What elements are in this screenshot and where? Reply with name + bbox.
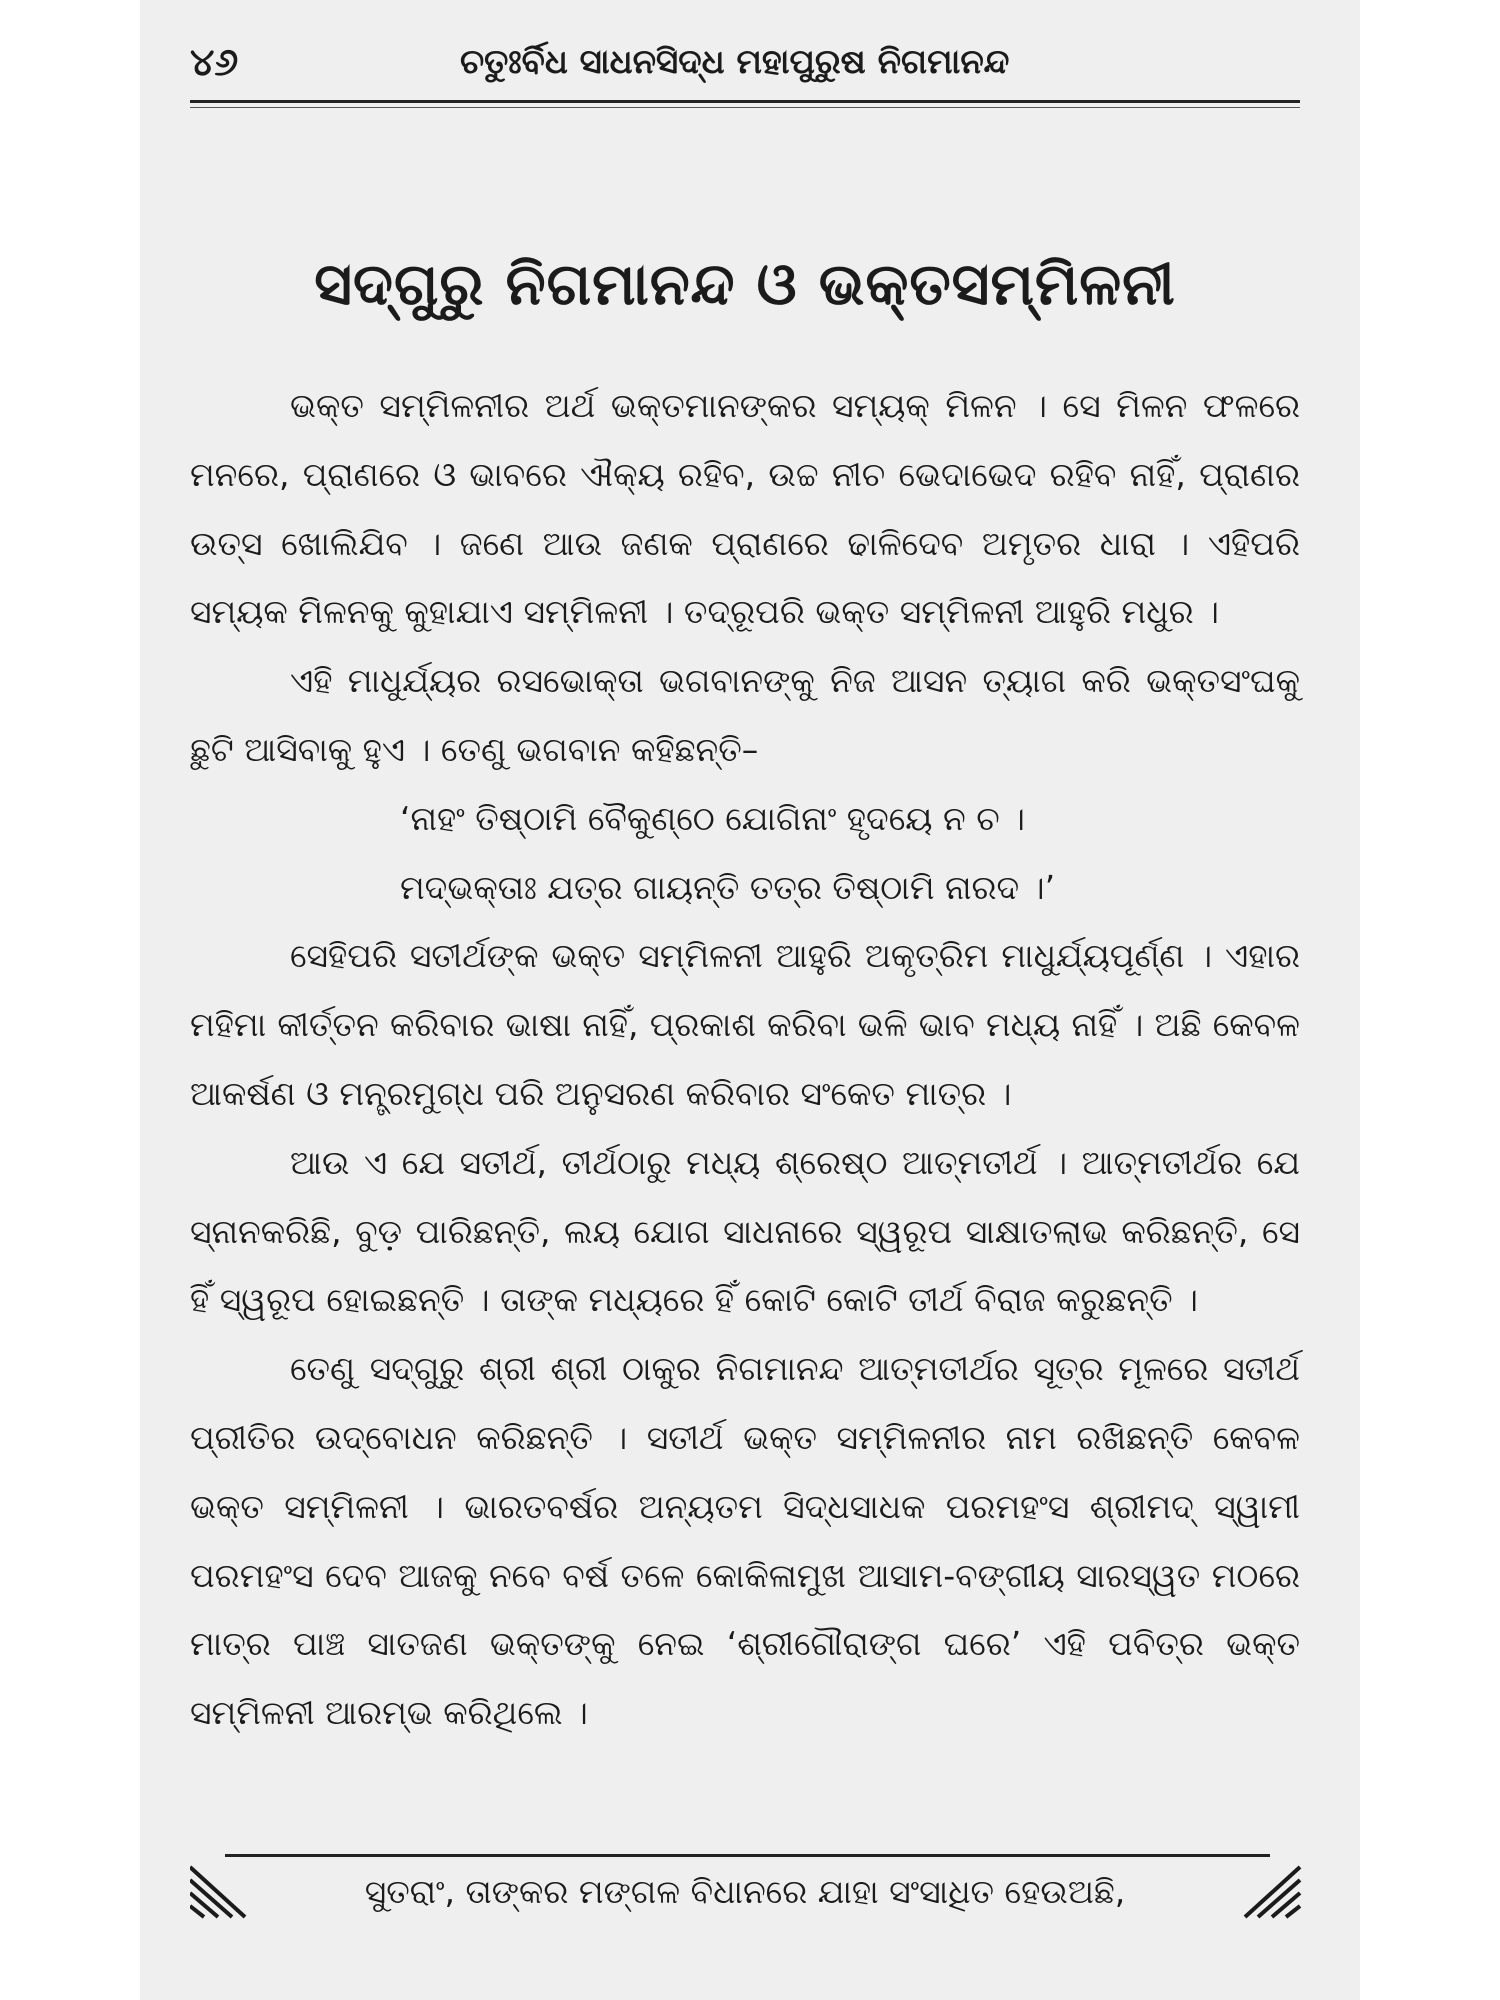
catchword: ସୁତରାଂ, ତାଙ୍କର ମଙ୍ଗଳ ବିଧାନରେ ଯାହା ସଂସାଧିତ ହେଉଅଛି, xyxy=(364,1872,1126,1911)
page-number: ୪୬ xyxy=(190,40,239,84)
paragraph: ସେହିପରି ସତୀର୍ଥଙ୍କ ଭକ୍ତ ସମ୍ମିଳନୀ ଆହୁରି ଅକୃତ୍ରିମ ମାଧୁର୍ଯ୍ୟପୂର୍ଣ୍ଣ । ଏହାର ମହିମା କୀର୍ତ୍ତନ କରିବାର ଭାଷା ନାହିଁ, ପ୍ରକାଶ କରିବା ଭଳି ଭାବ ମଧ୍ୟ ନାହିଁ । ଅଛି କେବଳ ଆକର୍ଷଣ ଓ ମନ୍ତ୍ରମୁଗ୍ଧ ପରି ଅନୁସରଣ କରିବାର ସଂକେତ ମାତ୍ର । xyxy=(190,936,1300,1113)
chapter-title: ସଦ୍‌ଗୁରୁ ନିଗମାନନ୍ଦ ଓ ଭକ୍ତସମ୍ମିଳନୀ xyxy=(314,250,1176,318)
paragraph: ଭକ୍ତ ସମ୍ମିଳନୀର ଅର୍ଥ ଭକ୍ତମାନଙ୍କର ସମ୍ୟକ୍ ମିଳନ । ସେ ମିଳନ ଫଳରେ ମନରେ, ପ୍ରାଣରେ ଓ ଭାବରେ ଐକ୍ୟ ରହିବ, ଉଚ୍ଚ ନୀଚ ଭେଦାଭେଦ ରହିବ ନାହିଁ, ପ୍ରାଣର ଉତ୍ସ ଖୋଲିଯିବ । ଜଣେ ଆଉ ଜଣକ ପ୍ରାଣରେ ଢାଳିଦେବ ଅମୃତର ଧାରା । ଏହିପରି ସମ୍ୟକ ମିଳନକୁ କୁହାଯାଏ ସମ୍ମିଳନୀ । ତଦ୍ରୂପରି ଭକ୍ତ ସମ୍ମିଳନୀ ଆହୁରି ମଧୁର । xyxy=(190,386,1300,632)
paragraph: ଏହି ମାଧୁର୍ଯ୍ୟର ରସଭୋକ୍ତା ଭଗବାନଙ୍କୁ ନିଜ ଆସନ ତ୍ୟାଗ କରି ଭକ୍ତସଂଘକୁ ଛୁଟି ଆସିବାକୁ ହୁଏ । ତେଣୁ ଭଗବାନ କହିଛନ୍ତି– xyxy=(190,661,1300,769)
footer-rule xyxy=(225,1854,1270,1857)
header-rule xyxy=(190,100,1300,108)
running-head: ଚତୁଃର୍ବିଧ ସାଧନସିଦ୍ଧ ମହାପୁରୁଷ ନିଗମାନନ୍ଦ xyxy=(460,42,1010,82)
verse-line: ‘ନାହଂ ତିଷ୍ଠାମି ବୈକୁଣ୍ଠେ ଯୋଗିନାଂ ହୃଦୟେ ନ ଚ । xyxy=(400,798,1026,838)
verse-line: ମଦ୍‌ଭକ୍ତାଃ ଯତ୍ର ଗାୟନ୍ତି ତତ୍ର ତିଷ୍ଠାମି ନାରଦ ।’ xyxy=(400,867,1056,907)
paragraph: ଆଉ ଏ ଯେ ସତୀର୍ଥ, ତୀର୍ଥଠାରୁ ମଧ୍ୟ ଶ୍ରେଷ୍ଠ ଆତ୍ମତୀର୍ଥ । ଆତ୍ମତୀର୍ଥର ଯେ ସ୍ନାନକରିଛି, ବୁଡ଼ ପାରିଛନ୍ତି, ଲୟ ଯୋଗ ସାଧନାରେ ସ୍ୱରୂପ ସାକ୍ଷାତଲାଭ କରିଛନ୍ତି, ସେ ହିଁ ସ୍ୱରୂପ ହୋଇଛନ୍ତି । ତାଙ୍କ ମଧ୍ୟରେ ହିଁ କୋଟି କୋଟି ତୀର୍ଥ ବିରାଜ କରୁଛନ୍ତି । xyxy=(190,1142,1300,1320)
body-text xyxy=(190,372,1300,1748)
paragraph: ତେଣୁ ସଦ୍‌ଗୁରୁ ଶ୍ରୀ ଶ୍ରୀ ଠାକୁର ନିଗମାନନ୍ଦ ଆତ୍ମତୀର୍ଥର ସୂତ୍ର ମୂଳରେ ସତୀର୍ଥ ପ୍ରୀତିର ଉଦ୍‌ବୋଧନ କରିଛନ୍ତି । ସତୀର୍ଥ ଭକ୍ତ ସମ୍ମିଳନୀର ନାମ ରଖିଛନ୍ତି କେବଳ ଭକ୍ତ ସମ୍ମିଳନୀ । ଭାରତବର୍ଷର ଅନ୍ୟତମ ସିଦ୍ଧସାଧକ ପରମହଂସ ଶ୍ରୀମଦ୍ ସ୍ୱାମୀ ପରମହଂସ ଦେବ ଆଜକୁ ନବେ ବର୍ଷ ତଳେ କୋକିଳାମୁଖ ଆସାମ-ବଙ୍ଗୀୟ ସାରସ୍ୱତ ମଠରେ ମାତ୍ର ପାଞ୍ଚ ସାତଜଣ ଭକ୍ତଙ୍କୁ ନେଇ ‘ଶ୍ରୀଗୌରାଙ୍ଗ ଘରେ’ ଏହି ପବିତ୍ର ଭକ୍ତ ସମ୍ମିଳନୀ ଆରମ୍ଭ କରିଥିଲେ । xyxy=(190,1349,1300,1733)
